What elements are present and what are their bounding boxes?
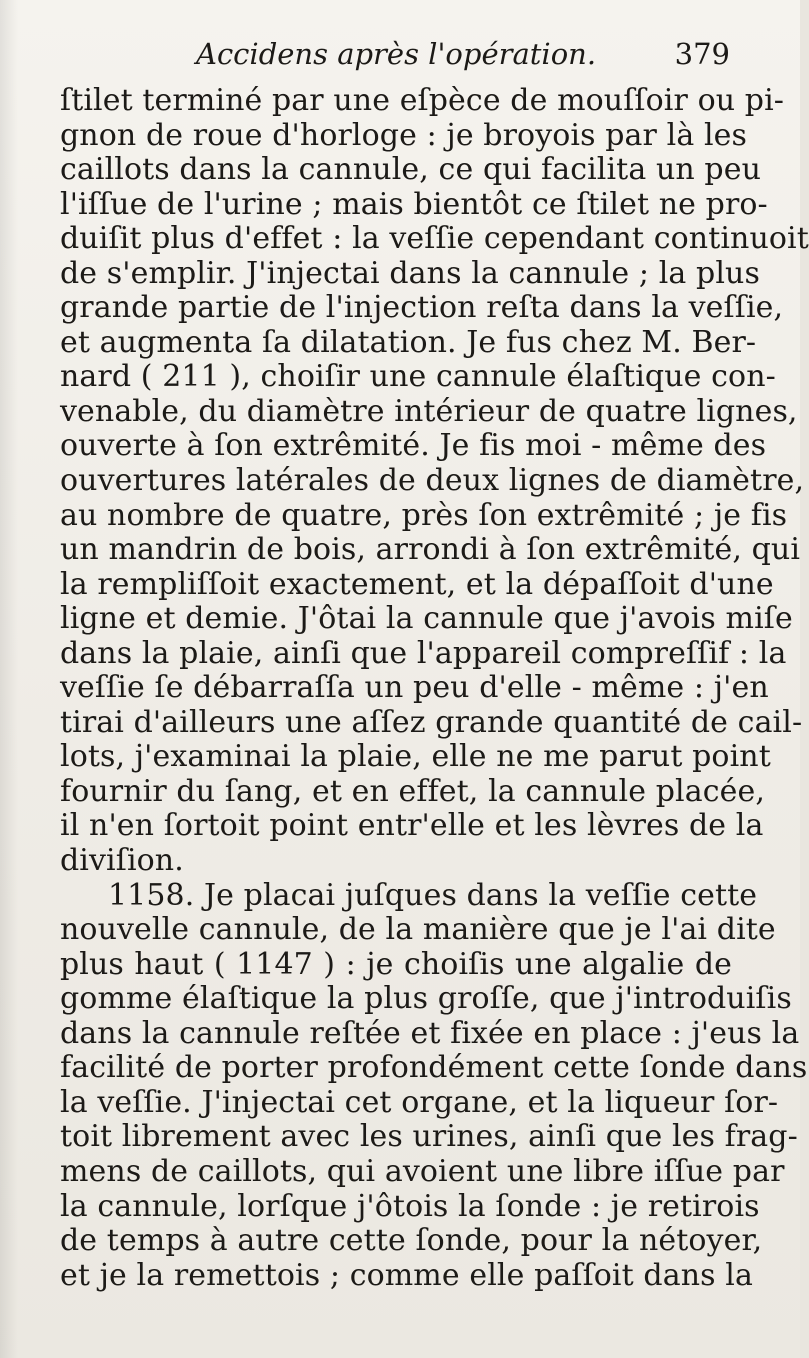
body-text xyxy=(60,83,809,1293)
text-line: grande partie de l'injection reſta dans la veſſie, xyxy=(60,290,784,326)
text-line: et je la remettois ; comme elle paſſoit dans la xyxy=(60,1257,753,1293)
spine-shadow xyxy=(0,0,18,1358)
text-line: la rempliſſoit exactement, et la dépaſſoit d'une xyxy=(60,566,774,602)
paragraph-end-line: diviſion. xyxy=(60,843,184,879)
text-line: de s'emplir. J'injectai dans la cannule ; la plus xyxy=(60,255,760,291)
text-line: la cannule, lorſque j'ôtois la ſonde : je retirois xyxy=(60,1188,760,1224)
text-line: ouvertures latérales de deux lignes de diamètre, xyxy=(60,463,805,499)
text-line: caillots dans la cannule, ce qui facilita un peu xyxy=(60,152,762,188)
text-line: venable, du diamètre intérieur de quatre lignes, xyxy=(60,393,798,429)
text-line: la veſſie. J'injectai cet organe, et la liqueur ſor- xyxy=(60,1084,779,1120)
text-line: dans la plaie, ainſi que l'appareil compreſſif : la xyxy=(60,635,787,671)
text-line: veſſie ſe débarraſſa un peu d'elle - même : j'en xyxy=(60,670,769,706)
text-line: lots, j'examinai la plaie, elle ne me parut point xyxy=(60,739,771,775)
text-line: l'iſſue de l'urine ; mais bientôt ce ſtilet ne pro- xyxy=(60,186,768,222)
text-line: il n'en ſortoit point entr'elle et les lèvres de la xyxy=(60,808,764,844)
text-line: ligne et demie. J'ôtai la cannule que j'avois miſe xyxy=(60,601,793,637)
text-line: facilité de porter profondément cette ſonde dans xyxy=(60,1050,808,1086)
text-line: au nombre de quatre, près ſon extrêmité ; je fis xyxy=(60,497,788,533)
text-line: gomme élaſtique la plus groſſe, que j'introduiſis xyxy=(60,981,792,1017)
page-header xyxy=(196,34,730,74)
text-line: et augmenta ſa dilatation. Je fus chez M. Ber- xyxy=(60,324,757,360)
text-line: nouvelle cannule, de la manière que je l'ai dite xyxy=(60,912,776,948)
text-line: plus haut ( 1147 ) : je choiſis une algalie de xyxy=(60,946,732,982)
text-line: dans la cannule reſtée et fixée en place : j'eus la xyxy=(60,1015,800,1051)
text-line: duiſit plus d'effet : la veſſie cependant continuoit xyxy=(60,221,809,257)
text-line: ouverte à ſon extrêmité. Je fis moi - même des xyxy=(60,428,767,464)
paragraph-start-line: 1158. Je placai juſques dans la veſſie cette xyxy=(108,877,758,913)
page-number: 379 xyxy=(674,37,730,71)
text-line: un mandrin de bois, arrondi à ſon extrêmité, qui xyxy=(60,532,801,568)
text-line: mens de caillots, qui avoient une libre iſſue par xyxy=(60,1153,785,1189)
text-line: ſtilet terminé par une eſpèce de mouſſoir ou pi- xyxy=(60,83,785,118)
running-head: Accidens après l'opération. xyxy=(196,37,597,71)
text-line: fournir du ſang, et en effet, la cannule placée, xyxy=(60,773,765,809)
text-line: de temps à autre cette ſonde, pour la nétoyer, xyxy=(60,1223,763,1259)
text-line: nard ( 211 ), choiſir une cannule élaſtique con- xyxy=(60,359,776,395)
text-line: gnon de roue d'horloge : je broyois par là les xyxy=(60,117,747,153)
text-line: toit librement avec les urines, ainſi que les frag- xyxy=(60,1119,798,1155)
text-line: tirai d'ailleurs une aſſez grande quantité de cail- xyxy=(60,704,803,740)
